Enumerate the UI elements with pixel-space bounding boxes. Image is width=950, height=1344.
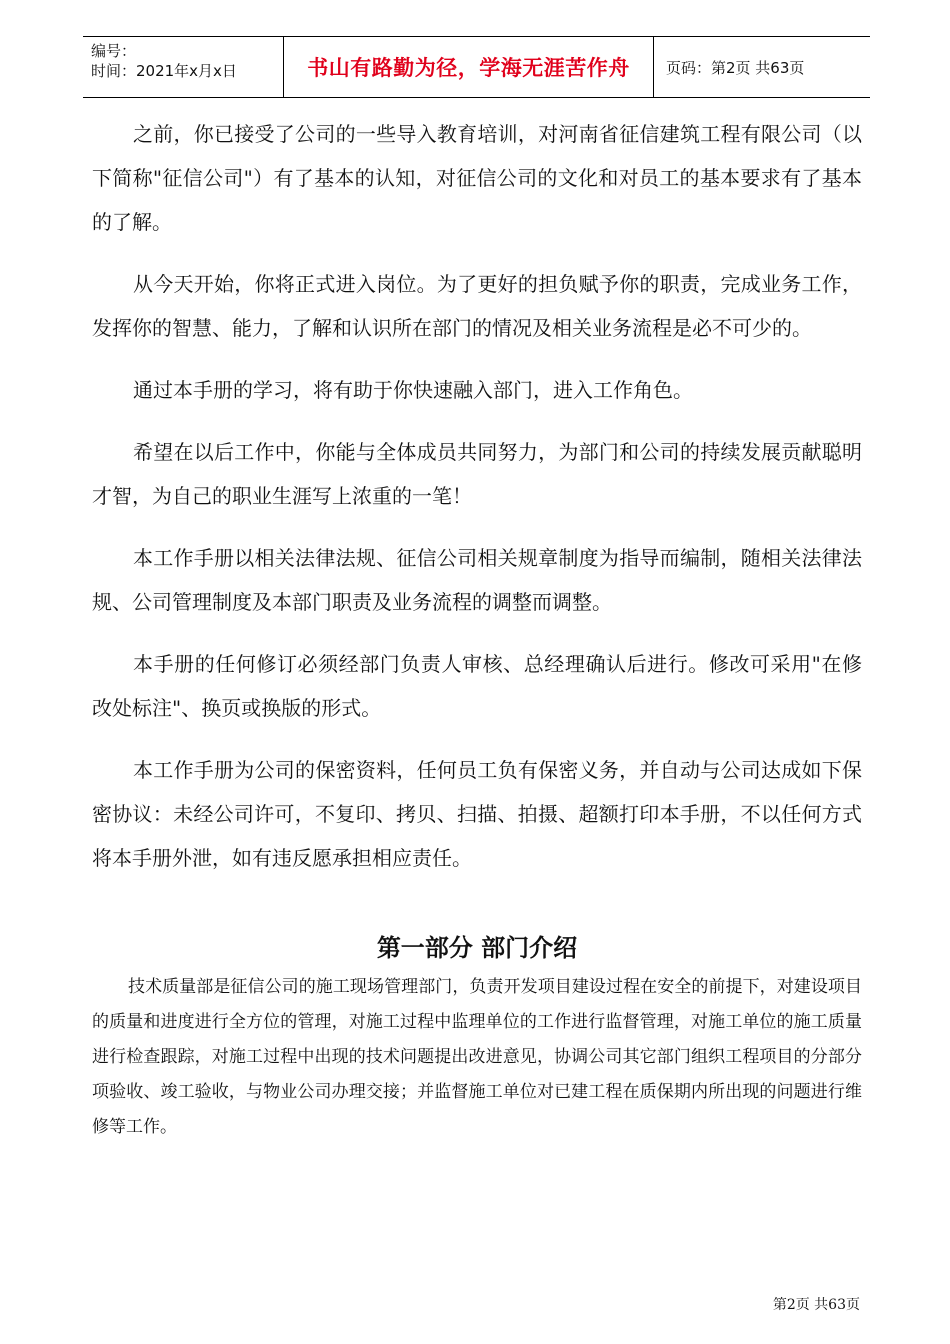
paragraph-2: 从今天开始，你将正式进入岗位。为了更好的担负赋予你的职责，完成业务工作，发挥你的智慧、能力，了解和认识所在部门的情况及相关业务流程是必不可少的。 [92,272,862,340]
section-intro: 技术质量部是征信公司的施工现场管理部门，负责开发项目建设过程在安全的前提下，对建设项目的质量和进度进行全方位的管理，对施工过程中监理单位的工作进行监督管理，对施工单位的施工质量进行检查跟踪，对施工过程中出现的技术问题提出改进意见，协调公司其它部门组织工程项目的分部分项验收、竣工验收，与物业公司办理交接；并监督施工单位对已建工程在质保期内所出现的问题进行维修等工作。 [92,977,862,1137]
header-meta [83,37,283,97]
document-body [92,112,862,1145]
header-time-label: 时间：2021年x月x日 [91,62,237,80]
header-motto: 书山有路勤为径，学海无涯苦作舟 [283,37,654,97]
paragraph-7: 本工作手册为公司的保密资料，任何员工负有保密义务，并自动与公司达成如下保密协议：未经公司许可，不复印、拷贝、扫描、拍摄、超额打印本手册，不以任何方式将本手册外泄，如有违反愿承担相应责任。 [92,758,862,870]
header-number-label: 编号： [91,42,137,60]
header-page-label: 页码：第2页 共63页 [666,58,805,77]
paragraph-5: 本工作手册以相关法律法规、征信公司相关规章制度为指导而编制，随相关法律法规、公司管理制度及本部门职责及业务流程的调整而调整。 [92,546,862,614]
paragraph-3: 通过本手册的学习，将有助于你快速融入部门，进入工作角色。 [133,378,693,402]
paragraph-1: 之前，你已接受了公司的一些导入教育培训，对河南省征信建筑工程有限公司（以下简称"征信公司"）有了基本的认知，对征信公司的文化和对员工的基本要求有了基本的了解。 [92,122,862,234]
page-footer: 第2页 共63页 [772,1297,860,1313]
paragraph-4: 希望在以后工作中，你能与全体成员共同努力，为部门和公司的持续发展贡献聪明才智，为自己的职业生涯写上浓重的一笔！ [92,440,862,508]
page-header [83,36,870,98]
section-title: 第一部分 部门介绍 [376,934,578,962]
paragraph-6: 本手册的任何修订必须经部门负责人审核、总经理确认后进行。修改可采用"在修改处标注"、换页或换版的形式。 [92,652,862,720]
